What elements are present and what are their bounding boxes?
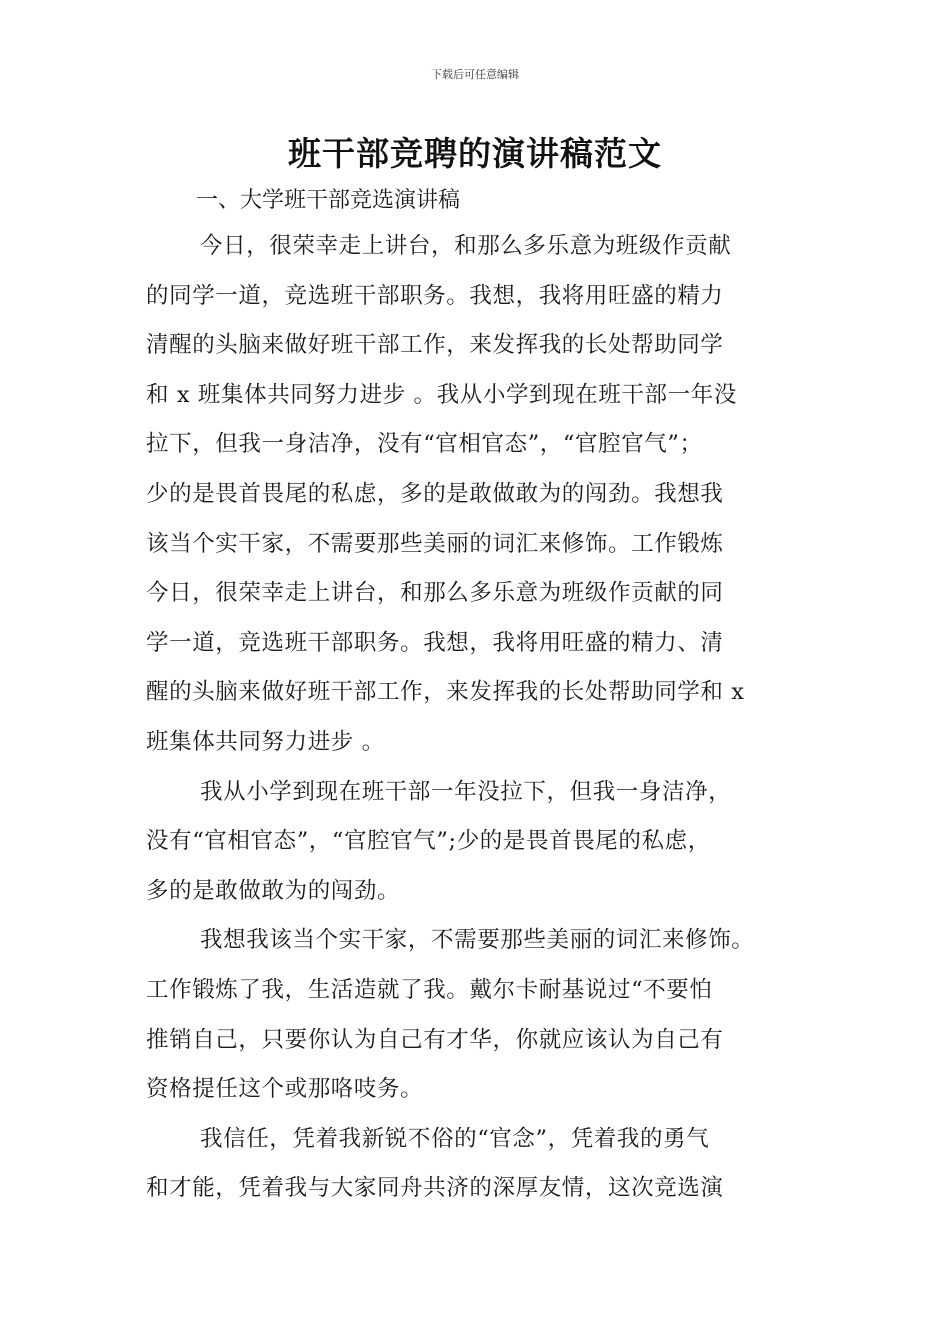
document-title: 班干部竞聘的演讲稿范文 [288, 134, 662, 173]
paragraph-1-line-5: 拉下，但我一身洁净，没有“官相官态”，“官腔官气”； [146, 431, 703, 458]
paragraph-3-line-1: 我想我该当个实干家，不需要那些美丽的词汇来修饰。 [200, 927, 755, 954]
body-text [146, 222, 816, 1214]
paragraph-1-line-11: 班集体共同努力进步 。 [146, 728, 385, 755]
paragraph-2-line-3: 多的是敢做敢为的闯劲。 [146, 877, 401, 904]
paragraph-1-line-3: 清醒的头脑来做好班干部工作，来发挥我的长处帮助同学 [146, 332, 724, 359]
section-heading: 一、大学班干部竞选演讲稿 [196, 188, 461, 213]
paragraph-1-line-1: 今日，很荣幸走上讲台，和那么多乐意为班级作贡献 [200, 233, 732, 259]
paragraph-1-line-4: 和 x 班集体共同努力进步 。我从小学到现在班干部一年没 [146, 381, 737, 408]
paragraph-4-line-2: 和才能，凭着我与大家同舟共济的深厚友情，这次竞选演 [146, 1175, 724, 1202]
paragraph-2-line-1: 我从小学到现在班干部一年没拉下，但我一身洁净， [200, 778, 732, 805]
paragraph-1-line-7: 该当个实干家，不需要那些美丽的词汇来修饰。工作锻炼 [146, 530, 724, 557]
paragraph-4-line-1: 我信任，凭着我新锐不俗的“官念”，凭着我的勇气 [200, 1125, 710, 1152]
header-note: 下载后可任意编辑 [431, 68, 519, 81]
paragraph-3-line-2: 工作锻炼了我，生活造就了我。戴尔卡耐基说过“不要怕 [146, 976, 713, 1003]
paragraph-1-line-10: 醒的头脑来做好班干部工作，来发挥我的长处帮助同学和 x [146, 679, 745, 706]
paragraph-3-line-4: 资格提任这个或那咯吱务。 [146, 1076, 424, 1103]
paragraph-3-line-3: 推销自己，只要你认为自己有才华，你就应该认为自己有 [146, 1026, 724, 1053]
paragraph-1-line-2: 的同学一道，竞选班干部职务。我想，我将用旺盛的精力 [146, 282, 724, 309]
paragraph-1-line-8: 今日，很荣幸走上讲台，和那么多乐意为班级作贡献的同 [146, 580, 724, 607]
paragraph-1-line-9: 学一道，竞选班干部职务。我想，我将用旺盛的精力、清 [146, 629, 724, 656]
paragraph-1-line-6: 少的是畏首畏尾的私虑，多的是敢做敢为的闯劲。我想我 [146, 480, 724, 507]
paragraph-2-line-2: 没有“官相官态”，“官腔官气”;少的是畏首畏尾的私虑， [146, 828, 711, 855]
